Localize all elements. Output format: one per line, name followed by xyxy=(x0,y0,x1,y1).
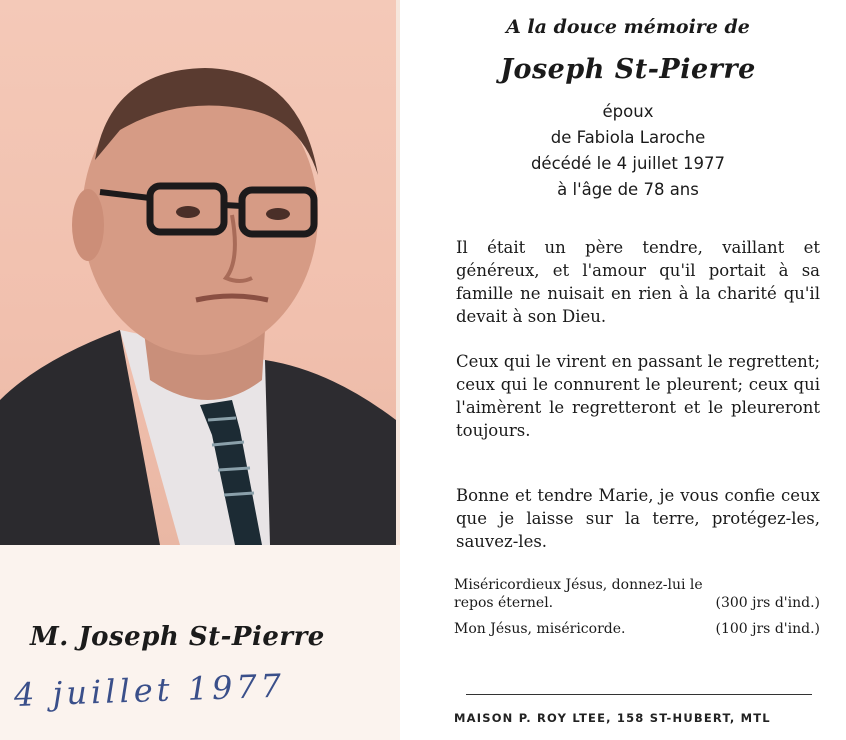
indulgence-prayer-1 xyxy=(454,576,820,612)
spouse-label: époux xyxy=(602,102,654,121)
memory-title: A la douce mémoire de xyxy=(506,16,750,38)
handwritten-date: 4 juillet 1977 xyxy=(13,666,286,714)
prayer-paragraph: Bonne et tendre Marie, je vous confie ceux que je laisse sur la terre, protégez-les, sauvez-les. xyxy=(456,486,820,551)
memorial-card xyxy=(410,0,846,740)
portrait-photo xyxy=(0,0,396,545)
caption-name: M. Joseph St-Pierre xyxy=(30,622,325,652)
prayer-2-text: Mon Jésus, miséricorde. xyxy=(454,621,626,637)
printer-imprint: MAISON P. ROY LTEE, 158 ST-HUBERT, MTL xyxy=(454,711,771,725)
death-date: décédé le 4 juillet 1977 xyxy=(530,154,726,173)
photo-card xyxy=(0,0,400,740)
prayer-1-line-b: repos éternel. xyxy=(454,595,554,611)
spouse-name: de Fabiola Laroche xyxy=(550,128,706,147)
prayer-1-line-a: Miséricordieux Jésus, donnez-lui le xyxy=(454,577,703,593)
prayer-1-indulgence: (300 jrs d'ind.) xyxy=(715,595,820,611)
indulgence-prayer-2 xyxy=(454,621,820,637)
portrait-illustration xyxy=(0,0,396,545)
deceased-name: Joseph St-Pierre xyxy=(500,54,756,85)
mourning-paragraph: Ceux qui le virent en passant le regrettent; ceux qui le connurent le pleurent; ceux qui l'aimèrent le regretteront et le pleureront toujours. xyxy=(456,352,820,440)
divider-rule xyxy=(466,694,812,695)
prayer-2-indulgence: (100 jrs d'ind.) xyxy=(715,621,820,637)
age-at-death: à l'âge de 78 ans xyxy=(557,180,699,199)
tribute-paragraph: Il était un père tendre, vaillant et généreux, et l'amour qu'il portait à sa famille ne nuisait en rien à la charité qu'il devait à son Dieu. xyxy=(456,238,820,326)
